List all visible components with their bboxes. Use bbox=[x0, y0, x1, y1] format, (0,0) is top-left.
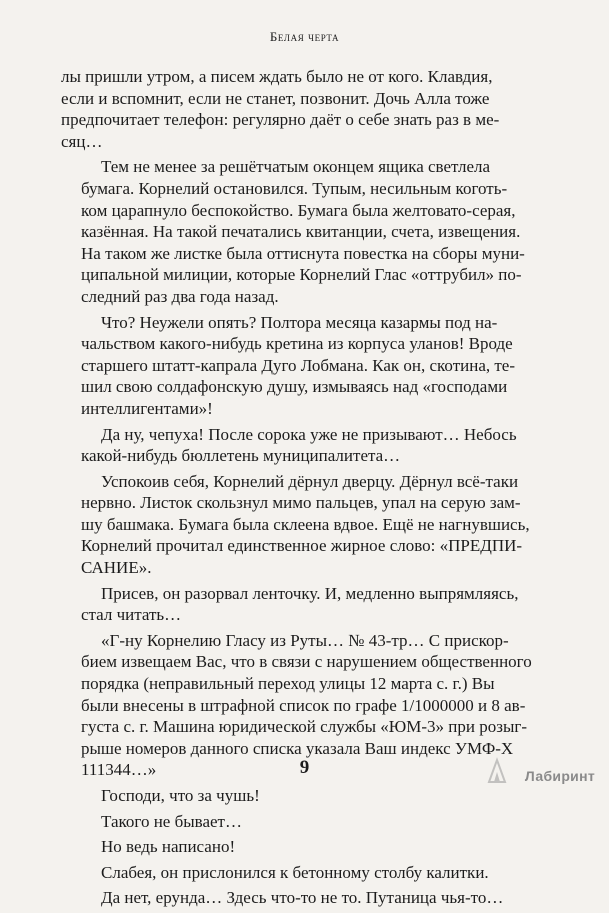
text-line: Господи, что за чушь! bbox=[101, 786, 260, 805]
text-line: бием извещаем Вас, что в связи с нарушением общественного bbox=[81, 652, 532, 672]
text-line: если и вспомнит, если не станет, позвонит. Дочь Алла тоже bbox=[61, 88, 490, 108]
text-line: Успокоив себя, Корнелий дёрнул дверцу. Дёрнул всё-таки bbox=[101, 471, 519, 491]
page-number: 9 bbox=[299, 757, 310, 778]
text-line: старшего штатт-капрала Дуго Лобмана. Как он, скотина, те- bbox=[81, 355, 516, 375]
text-line: шу башмака. Бумага была склеена вдвое. Ещё не нагнувшись, bbox=[81, 514, 530, 534]
body-text bbox=[61, 66, 544, 913]
text-line: нервно. Листок скользнул мимо пальцев, упал на серую зам- bbox=[81, 493, 521, 513]
paragraph bbox=[61, 471, 544, 579]
text-line: сяц… bbox=[61, 131, 103, 151]
text-line: Такого не бывает… bbox=[101, 811, 242, 831]
paragraph bbox=[61, 66, 544, 152]
text-line: Да ну, чепуха! После сорока уже не призывают… Небось bbox=[101, 424, 517, 444]
text-line: ципальной милиции, которые Корнелий Глас «оттрубил» по- bbox=[81, 265, 522, 285]
text-line: шил свою солдафонскую душу, измываясь над «господами bbox=[81, 377, 508, 397]
text-line: Тем не менее за решётчатым оконцем ящика светлела bbox=[101, 157, 491, 177]
text-line: густа с. г. Машина юридической службы «ЮМ-3» при розыг- bbox=[81, 717, 528, 737]
text-line: были внесены в штрафной список по графе 1/1000000 и 8 ав- bbox=[81, 695, 526, 715]
text-line: интеллигентами»! bbox=[81, 398, 213, 418]
text-line: ком царапнуло беспокойство. Бумага была желтовато-серая, bbox=[81, 200, 516, 220]
paragraph bbox=[61, 312, 544, 420]
text-line: Что? Неужели опять? Полтора месяца казармы под на- bbox=[101, 312, 498, 332]
running-header: Белая черта bbox=[269, 29, 340, 44]
text-line: бумага. Корнелий остановился. Тупым, несильным коготь- bbox=[81, 178, 508, 198]
text-line: казённая. На такой печатались квитанции, счета, извещения. bbox=[81, 222, 521, 242]
text-line: чальством какого-нибудь кретина из корпуса уланов! Вроде bbox=[81, 334, 513, 354]
text-line: следний раз два года назад. bbox=[81, 286, 279, 306]
text-line: САНИЕ». bbox=[81, 558, 152, 578]
text-line: Но ведь написано! bbox=[101, 837, 236, 857]
paragraph bbox=[61, 811, 544, 833]
text-line: 111344…» bbox=[81, 760, 157, 780]
paragraph bbox=[61, 424, 544, 467]
text-line: какой-нибудь бюллетень муниципалитета… bbox=[81, 446, 401, 466]
text-line: стал читать… bbox=[81, 605, 182, 625]
watermark-text: Лабиринт bbox=[524, 768, 595, 784]
text-line: Да нет, ерунда… Здесь что-то не то. Путаница чья-то… bbox=[101, 888, 504, 908]
paragraph bbox=[61, 862, 544, 884]
paragraph bbox=[61, 836, 544, 858]
text-line: Слабея, он прислонился к бетонному столбу калитки. bbox=[101, 862, 489, 882]
text-line: порядка (неправильный переход улицы 12 марта с. г.) Вы bbox=[81, 674, 495, 694]
paragraph bbox=[61, 785, 544, 807]
text-line: «Г-ну Корнелию Гласу из Руты… № 43-тр… С прискор- bbox=[101, 630, 509, 650]
paragraph bbox=[61, 887, 544, 909]
paragraph bbox=[61, 583, 544, 626]
text-line: лы пришли утром, а писем ждать было не от кого. Клавдия, bbox=[61, 67, 493, 86]
text-line: предпочитает телефон: регулярно даёт о себе знать раз в ме- bbox=[61, 110, 500, 130]
paragraph bbox=[61, 156, 544, 307]
text-line: На таком же листке была оттиснута повестка на сборы муни- bbox=[81, 243, 525, 263]
text-line: Присев, он разорвал ленточку. И, медленно выпрямляясь, bbox=[101, 583, 519, 603]
text-line: Корнелий прочитал единственное жирное слово: «ПРЕДПИ- bbox=[81, 536, 523, 556]
text-line: рыше номеров данного списка указала Ваш индекс УМФ-Х bbox=[81, 738, 514, 758]
